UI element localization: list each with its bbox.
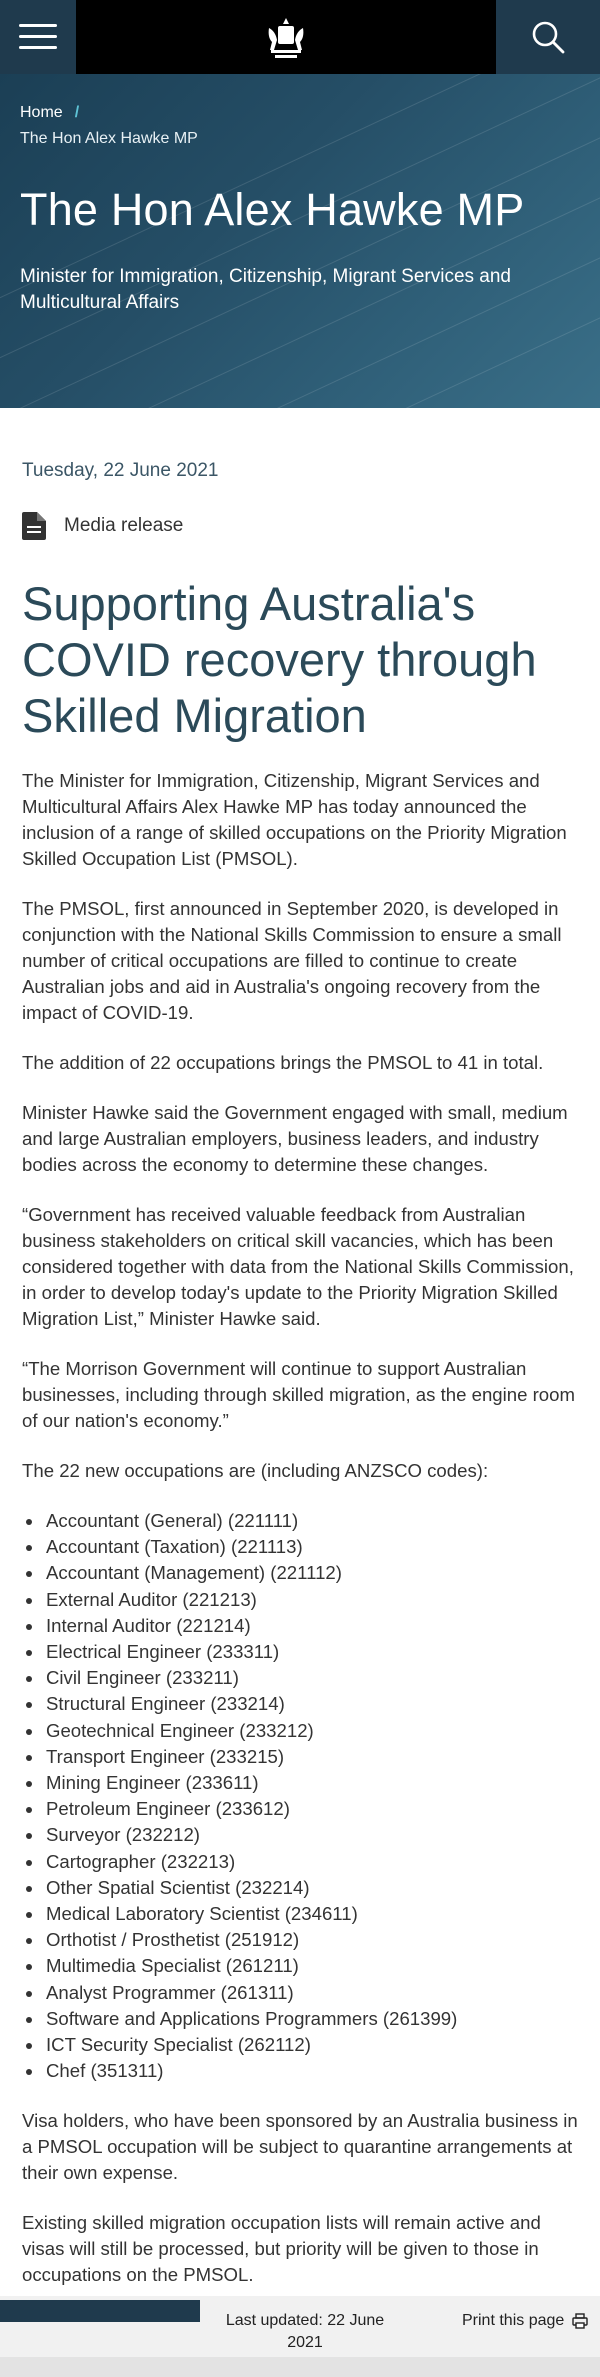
breadcrumb	[20, 104, 198, 148]
list-item: • Multimedia Specialist (261211)	[44, 1953, 578, 1979]
list-item: • Surveyor (232212)	[44, 1822, 578, 1848]
footer-accent	[0, 2300, 200, 2322]
article-paragraph: The 22 new occupations are (including ANZSCO codes):	[22, 1460, 489, 1481]
menu-button[interactable]	[0, 0, 76, 74]
article-paragraph: Existing skilled migration occupation lists will remain active and visas will still be processed, but priority will be given to those in occupations on the PMSOL.	[22, 2212, 541, 2286]
publish-date: Tuesday, 22 June 2021	[22, 460, 219, 481]
article-paragraph: “Government has received valuable feedback from Australian business stakeholders on critical skill vacancies, which has been considered together with data from the National Skills Commission, in order to develop today's update to the Priority Migration Skilled Migration List,” Minister Hawke said.	[22, 1204, 574, 1329]
list-item: • Medical Laboratory Scientist (234611)	[44, 1901, 578, 1927]
list-item: • Accountant (General) (221111)	[44, 1508, 578, 1534]
last-updated: Last updated: 22 June 2021	[225, 2312, 385, 2351]
footer-strip	[0, 2357, 600, 2377]
print-label: Print this page	[462, 2312, 565, 2329]
hero-title: The Hon Alex Hawke MP	[20, 184, 525, 235]
list-item: • Software and Applications Programmers (261399)	[44, 2006, 578, 2032]
article-paragraph: Visa holders, who have been sponsored by an Australia business in a PMSOL occupation will be subject to quarantine arrangements at their own expense.	[22, 2110, 578, 2184]
hero-banner	[0, 74, 600, 408]
article-paragraph: Minister Hawke said the Government engaged with small, medium and large Australian employers, business leaders, and industry bodies across the economy to determine these changes.	[22, 1102, 568, 1175]
content-type-label: Media release	[64, 515, 184, 536]
search-button[interactable]	[496, 0, 600, 74]
list-item: • Civil Engineer (233211)	[44, 1665, 578, 1691]
list-item: • Geotechnical Engineer (233212)	[44, 1718, 578, 1744]
list-item: • Internal Auditor (221214)	[44, 1613, 578, 1639]
article	[22, 460, 578, 2288]
printer-icon	[572, 2313, 588, 2329]
article-title: Supporting Australia's COVID recovery through Skilled Migration	[22, 577, 537, 742]
article-paragraph: The PMSOL, first announced in September 2020, is developed in conjunction with the National Skills Commission to ensure a small number of critical occupations are filled to continue to create Australian jobs and aid in Australia's ongoing recovery from the impact of COVID-19.	[22, 898, 562, 1023]
list-item: • Petroleum Engineer (233612)	[44, 1796, 578, 1822]
list-item: • Chef (351311)	[44, 2058, 578, 2084]
list-item: • Structural Engineer (233214)	[44, 1691, 578, 1717]
list-item: • ICT Security Specialist (262112)	[44, 2032, 578, 2058]
hamburger-icon	[19, 24, 57, 50]
document-icon	[22, 512, 46, 540]
list-item: • Accountant (Management) (221112)	[44, 1560, 578, 1586]
list-item: • Electrical Engineer (233311)	[44, 1639, 578, 1665]
top-bar	[0, 0, 600, 74]
list-item: • Mining Engineer (233611)	[44, 1770, 578, 1796]
list-item: • Transport Engineer (233215)	[44, 1744, 578, 1770]
breadcrumb-separator: /	[74, 104, 80, 121]
breadcrumb-home-link[interactable]: Home	[20, 104, 63, 121]
article-paragraph: The addition of 22 occupations brings the PMSOL to 41 in total.	[22, 1052, 544, 1073]
list-item: • Analyst Programmer (261311)	[44, 1980, 578, 2006]
occupation-list	[22, 1508, 578, 2084]
content-type	[22, 512, 578, 540]
print-button[interactable]	[462, 2312, 588, 2330]
list-item: • Accountant (Taxation) (221113)	[44, 1534, 578, 1560]
list-item: • External Auditor (221213)	[44, 1587, 578, 1613]
list-item: • Cartographer (232213)	[44, 1849, 578, 1875]
breadcrumb-current: The Hon Alex Hawke MP	[20, 130, 198, 147]
article-paragraph: The Minister for Immigration, Citizenship, Migrant Services and Multicultural Affairs Alex Hawke MP has today announced the inclusion of a range of skilled occupations on the Priority Migration Skilled Occupation List (PMSOL).	[22, 770, 567, 869]
coat-of-arms-icon[interactable]	[256, 12, 316, 62]
list-item: • Orthotist / Prosthetist (251912)	[44, 1927, 578, 1953]
article-paragraph: “The Morrison Government will continue to support Australian businesses, including through skilled migration, as the engine room of our nation's economy.”	[22, 1358, 575, 1431]
list-item: • Other Spatial Scientist (232214)	[44, 1875, 578, 1901]
hero-subtitle: Minister for Immigration, Citizenship, Migrant Services and Multicultural Affairs	[20, 266, 512, 313]
search-icon	[531, 20, 565, 54]
